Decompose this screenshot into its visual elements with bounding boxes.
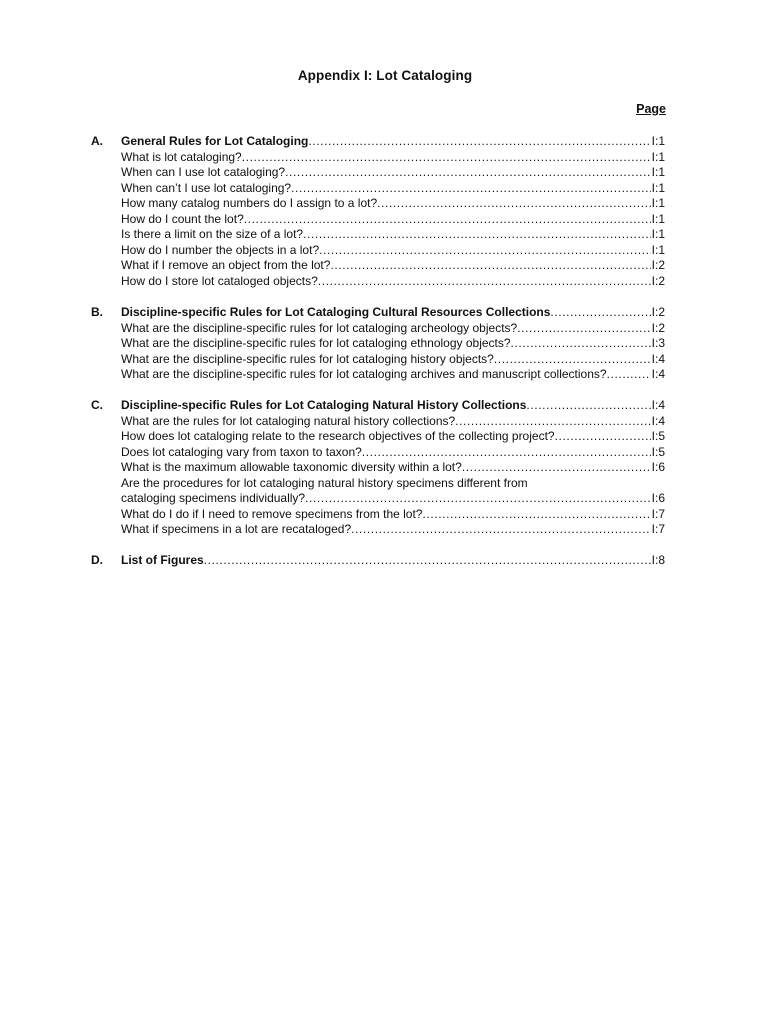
toc-page: I:1 — [651, 227, 665, 241]
dot-leader — [318, 274, 651, 290]
toc-page: I:5 — [651, 444, 665, 459]
toc-entry[interactable] — [121, 258, 665, 274]
toc-page: I:4 — [651, 398, 665, 412]
dot-leader — [526, 398, 650, 414]
dot-leader — [550, 305, 650, 321]
toc-entry[interactable] — [121, 196, 665, 212]
dot-leader — [455, 414, 650, 430]
dot-leader — [511, 336, 651, 352]
dot-leader — [462, 460, 651, 476]
dot-leader — [285, 165, 651, 181]
toc-heading-text: List of Figures — [121, 553, 204, 567]
dot-leader — [319, 243, 651, 259]
toc-page: I:1 — [651, 242, 665, 257]
toc-entry[interactable] — [121, 491, 665, 507]
toc-entry[interactable] — [121, 414, 665, 430]
toc-page: I:1 — [651, 149, 665, 164]
dot-leader — [303, 227, 651, 243]
toc-entry[interactable] — [121, 336, 665, 352]
dot-leader — [291, 181, 651, 197]
toc-entry-text: What are the discipline-specific rules for lot cataloging history objects? — [121, 351, 494, 366]
toc-page: I:1 — [651, 165, 665, 179]
dot-leader — [244, 212, 651, 228]
toc-page: I:2 — [651, 273, 665, 288]
toc-page: I:7 — [651, 506, 665, 521]
toc-heading-text: Discipline-specific Rules for Lot Cataloging Natural History Collections — [121, 398, 527, 412]
toc-entry-text: What if specimens in a lot are recataloged? — [121, 522, 352, 536]
toc-page: I:4 — [651, 351, 665, 366]
toc-heading-text: Discipline-specific Rules for Lot Cataloging Cultural Resources Collections — [121, 305, 551, 319]
toc-entry-text: What do I do if I need to remove specimens from the lot? — [121, 506, 423, 521]
toc-entry-text: What if I remove an object from the lot? — [121, 258, 331, 272]
page-title: Appendix I: Lot Cataloging — [297, 68, 473, 83]
toc-entry[interactable] — [121, 227, 665, 243]
dot-leader — [607, 367, 651, 383]
toc-page: I:8 — [651, 553, 665, 567]
toc-entry[interactable] — [121, 460, 665, 476]
dot-leader — [377, 196, 651, 212]
toc-page: I:2 — [651, 305, 665, 319]
toc-page: I:2 — [651, 258, 665, 272]
toc-entry-text: What are the discipline-specific rules for lot cataloging ethnology objects? — [121, 336, 511, 350]
toc-heading[interactable] — [121, 398, 665, 414]
toc-entry-text: When can’t I use lot cataloging? — [121, 180, 292, 195]
dot-leader — [362, 445, 651, 461]
toc-page: I:1 — [651, 180, 665, 195]
dot-leader — [242, 150, 651, 166]
toc-entry-text: Does lot cataloging vary from taxon to taxon? — [121, 444, 362, 459]
toc-entry[interactable] — [121, 522, 665, 538]
section-letter: A. — [91, 134, 103, 148]
toc-page: I:6 — [651, 491, 665, 505]
section-letter: C. — [91, 398, 103, 412]
dot-leader — [517, 321, 650, 337]
toc-entry[interactable] — [121, 352, 665, 368]
toc-entry-text: How do I count the lot? — [121, 211, 244, 226]
toc-entry-text: How many catalog numbers do I assign to a lot? — [121, 196, 378, 210]
toc-page: I:7 — [651, 522, 665, 536]
toc-page: I:1 — [651, 196, 665, 210]
toc-heading[interactable] — [121, 305, 665, 321]
toc-page: I:4 — [651, 367, 665, 381]
dot-leader — [308, 134, 650, 150]
dot-leader — [305, 491, 651, 507]
toc-entry-text: What is lot cataloging? — [121, 149, 242, 164]
section-letter: D. — [91, 553, 103, 567]
toc-page: I:6 — [651, 460, 665, 474]
toc-page: I:2 — [651, 320, 665, 335]
toc-heading[interactable] — [121, 553, 665, 569]
toc-entry-text: What is the maximum allowable taxonomic diversity within a lot? — [121, 460, 462, 474]
toc-entry[interactable] — [121, 445, 665, 461]
dot-leader — [330, 258, 650, 274]
toc-entry[interactable] — [121, 181, 665, 197]
toc-page: I:3 — [651, 336, 665, 350]
toc-entry[interactable] — [121, 507, 665, 523]
page-column-header: Page — [636, 102, 666, 116]
section-letter: B. — [91, 305, 103, 319]
toc-page: I:5 — [651, 429, 665, 443]
toc-entry-text: cataloging specimens individually? — [121, 491, 306, 505]
toc-entry-text-line1[interactable]: Are the procedures for lot cataloging natural history specimens different from — [121, 475, 528, 490]
toc-entry[interactable] — [121, 165, 665, 181]
toc-entry-text: When can I use lot cataloging? — [121, 165, 286, 179]
toc-entry[interactable] — [121, 321, 665, 337]
toc-entry-text: How do I number the objects in a lot? — [121, 242, 320, 257]
toc-entry[interactable] — [121, 150, 665, 166]
toc-entry-text: Is there a limit on the size of a lot? — [121, 227, 304, 241]
toc-entry[interactable] — [121, 274, 665, 290]
toc-entry[interactable] — [121, 212, 665, 228]
dot-leader — [204, 553, 651, 569]
toc-page: I:4 — [651, 413, 665, 428]
toc-entry[interactable] — [121, 367, 665, 383]
toc-entry[interactable] — [121, 429, 665, 445]
toc-entry-text: What are the discipline-specific rules for lot cataloging archeology objects? — [121, 320, 518, 335]
dot-leader — [351, 522, 651, 538]
toc-entry[interactable] — [121, 243, 665, 259]
toc-entry-text: What are the discipline-specific rules for lot cataloging archives and manuscript collections? — [121, 367, 607, 381]
toc-heading[interactable] — [121, 134, 665, 150]
toc-entry-text: What are the rules for lot cataloging natural history collections? — [121, 413, 456, 428]
toc-entry-text: How does lot cataloging relate to the research objectives of the collecting project? — [121, 429, 555, 443]
toc-heading-text: General Rules for Lot Cataloging — [121, 134, 309, 148]
dot-leader — [555, 429, 651, 445]
toc-page: I:1 — [651, 134, 665, 148]
toc-entry-text: How do I store lot cataloged objects? — [121, 273, 318, 288]
toc-page: I:1 — [651, 211, 665, 226]
dot-leader — [422, 507, 650, 523]
dot-leader — [494, 352, 651, 368]
